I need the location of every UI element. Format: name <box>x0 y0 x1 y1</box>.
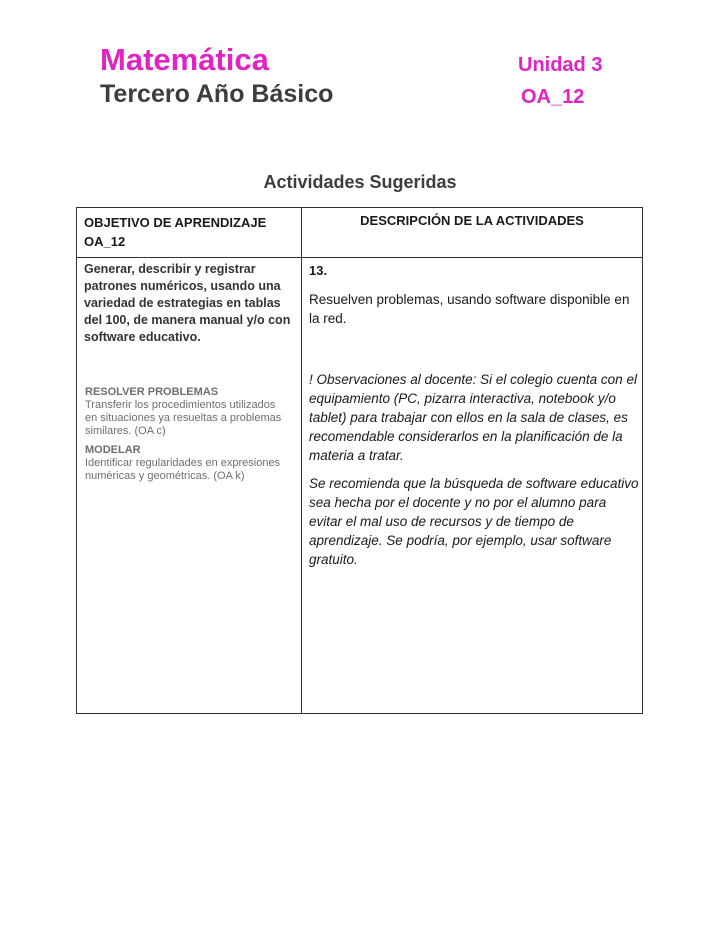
description-column-header: DESCRIPCIÓN DE LA ACTIVIDADES <box>360 213 584 228</box>
skill-title: RESOLVER PROBLEMAS <box>85 386 219 398</box>
skill-description: Identificar regularidades en expresiones numéricas y geométricas. (OA k) <box>85 457 281 482</box>
section-title: Actividades Sugeridas <box>263 172 457 192</box>
skill-description: Transferir los procedimientos utilizados en situaciones ya resueltas a problemas similares. (OA c) <box>85 399 282 437</box>
column-divider <box>301 208 302 713</box>
teacher-recommendation: Se recomienda que la búsqueda de software educativo sea hecha por el docente y no por el alumno para evitar el mal uso de recursos y de tiempo de aprendizaje. Se podría, por ejemplo, usar software gratuito. <box>309 476 639 567</box>
skills-block <box>85 386 285 489</box>
activity-description: Resuelven problemas, usando software disponible en la red. <box>309 292 630 326</box>
activities-table <box>76 207 643 714</box>
header-divider <box>77 257 642 258</box>
teacher-observation: ! Observaciones al docente: Si el colegio cuenta con el equipamiento (PC, pizarra interactiva, notebook y/o tablet) para trabajar con ellos en la sala de clases, es recomendable considerarlos en la planificación de la materia a tratar. <box>309 372 637 463</box>
unit-label: Unidad 3 <box>518 54 603 76</box>
oa-label: OA_12 <box>521 86 585 108</box>
objective-column-header: OBJETIVO DE APRENDIZAJE OA_12 <box>84 215 267 249</box>
grade-title: Tercero Año Básico <box>100 80 334 108</box>
subject-title: Matemática <box>100 42 269 77</box>
learning-objective: Generar, describir y registrar patrones numéricos, usando una variedad de estrategias en tablas del 100, de manera manual y/o con software educativo. <box>84 262 291 344</box>
activity-number: 13. <box>309 263 328 278</box>
skill-title: MODELAR <box>85 444 141 456</box>
